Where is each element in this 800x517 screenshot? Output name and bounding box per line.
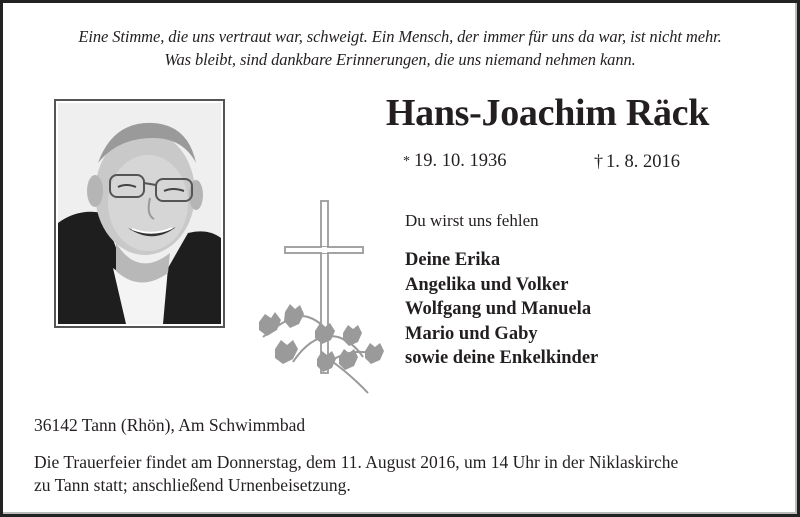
family-member: Wolfgang und Manuela (405, 299, 592, 319)
birth-date-value: 19. 10. 1936 (414, 151, 507, 171)
birth-star-icon: * (403, 154, 410, 169)
birth-date (403, 151, 507, 172)
service-line-1: Die Trauerfeier findet am Donnerstag, dem 11. August 2016, um 14 Uhr in der Niklaskirche (34, 452, 679, 472)
cross-with-ivy-icon (253, 197, 393, 397)
family-member: Mario und Gaby (405, 323, 538, 344)
service-line-2: zu Tann statt; anschließend Urnenbeisetzung. (34, 475, 351, 495)
funeral-service-info (34, 451, 774, 497)
death-date-value: 1. 8. 2016 (606, 152, 680, 172)
memorial-quote (3, 25, 797, 71)
family-member: sowie deine Enkelkinder (405, 348, 599, 368)
death-date (594, 151, 680, 173)
dagger-icon: † (594, 151, 603, 171)
portrait-photo (58, 103, 221, 324)
portrait-photo-frame (54, 99, 225, 328)
family-member: Deine Erika (405, 250, 501, 270)
family-list (405, 248, 598, 371)
portrait-photo-icon (58, 103, 221, 324)
quote-line-1: Eine Stimme, die uns vertraut war, schweigt. Ein Mensch, der immer für uns da war, ist nicht mehr. (78, 27, 722, 46)
quote-line-2: Was bleibt, sind dankbare Erinnerungen, die uns niemand nehmen kann. (164, 50, 636, 69)
obituary-notice (3, 3, 797, 514)
deceased-name: Hans-Joachim Räck (385, 92, 710, 134)
address: 36142 Tann (Rhön), Am Schwimmbad (34, 415, 306, 435)
family-member: Angelika und Volker (405, 274, 569, 295)
farewell-message: Du wirst uns fehlen (405, 211, 539, 230)
